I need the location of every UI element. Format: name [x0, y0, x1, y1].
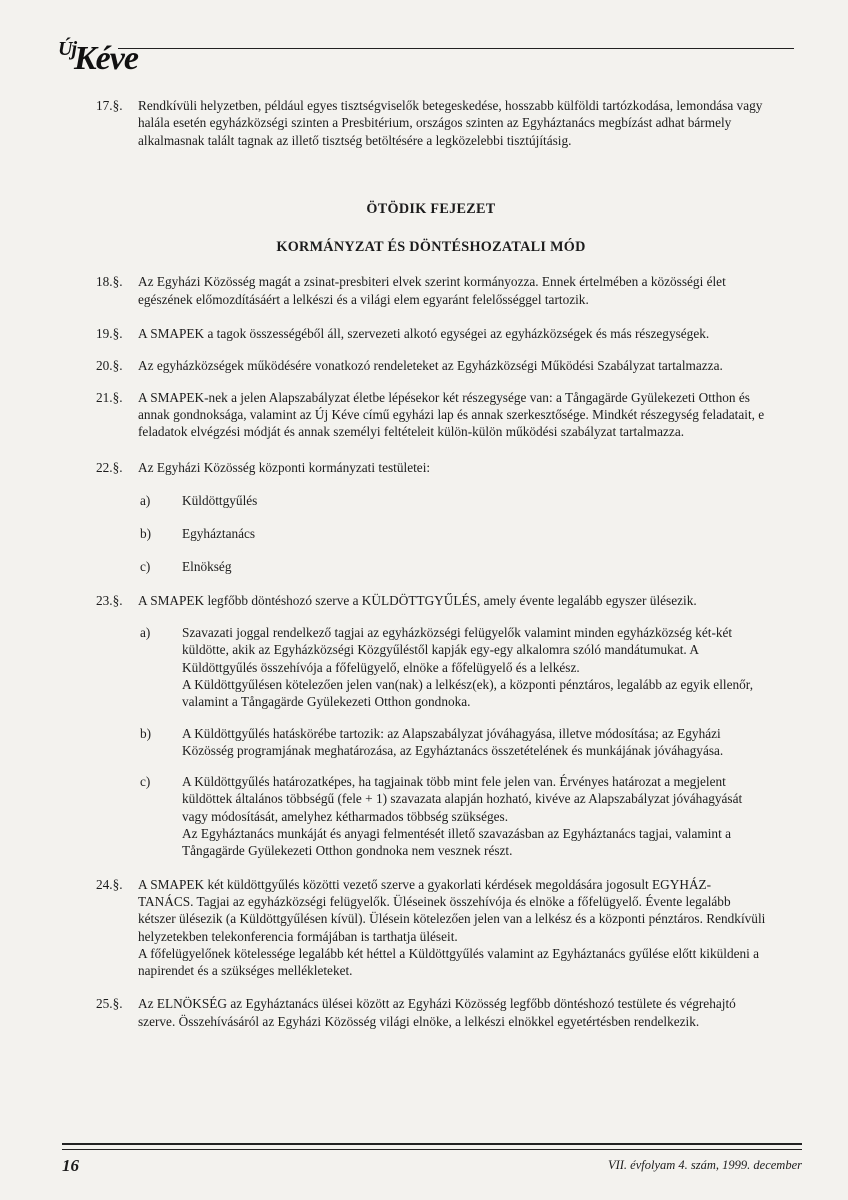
section-number: 24.§. [96, 876, 123, 892]
section-number: 20.§. [96, 358, 123, 374]
section-text: Az egyházközségek működésére vonatkozó rendeleteket az Egyházközségi Működési Szabályzat tartalmazza. [138, 358, 723, 374]
list-item-text: Szavazati joggal rendelkező tagjai az egyházközségi felügyelők valamint minden egyházközség két-két küldötte, akik az Egyházközségi Közgyűléstől kapják egy-egy alkalomra szóló mandátumukat. A Küldöttgyűlés összehívója a főfelügyelő, elnöke a főfelügyelő és a lelkész. [182, 625, 733, 675]
section-text: A SMAPEK a tagok összességéből áll, szervezeti alkotó egységei az egyházközségek és más részegységek. [138, 326, 710, 342]
list-item [96, 773, 766, 859]
list-item-label: b) [140, 526, 152, 542]
section-17 [96, 97, 766, 149]
section-text: A SMAPEK-nek a jelen Alapszabályzat életbe lépésekor két részegysége van: a Tångagärde Gyülekezeti Otthon és annak gondnoksága, valamint az Új Kéve című egyházi lap és annak szerkesztősége. Mindkét részegység feladatait, e feladatok elvégzési módját és annak személyi feltételeit külön-külön működési szabályzat tartalmazza. [138, 389, 765, 440]
section-number: 19.§. [96, 326, 123, 342]
section-text: Rendkívüli helyzetben, például egyes tisztségviselők betegeskedése, hosszabb külföldi tartózkodása, lemondása vagy halála esetén egyházközségi szinten a Presbitérium, országos szinten az Egyháztanács megbízást adhat bármely alkalmasnak talált tagnak az illető tisztség betöltésére a legközelebbi tisztújításig. [138, 98, 763, 148]
list-item [96, 525, 766, 542]
section-20 [96, 357, 766, 374]
list-item-text: Elnökség [182, 559, 232, 575]
section-text: A SMAPEK legfőbb döntéshozó szerve a KÜLDÖTTGYŰLÉS, amely évente legalább egyszer ülésezik. [138, 592, 697, 608]
logo-small-text: Új [58, 38, 76, 60]
list-item-label: c) [140, 559, 151, 575]
list-item [96, 624, 766, 710]
footer-rule-thin [62, 1149, 802, 1150]
section-25 [96, 995, 766, 1030]
list-item-text: Küldöttgyűlés [182, 492, 258, 508]
section-19 [96, 325, 766, 342]
list-item-label: a) [140, 625, 151, 641]
section-number: 23.§. [96, 592, 123, 608]
header-rule [118, 48, 794, 49]
list-item [96, 492, 766, 509]
section-number: 25.§. [96, 996, 123, 1012]
section-text: Az Egyházi Közösség központi kormányzati testületei: [138, 459, 431, 475]
list-item-text: A Küldöttgyűlés hatáskörébe tartozik: az Alapszabályzat jóváhagyása, illetve módosítása; az Egyházi Közösség programjának meghatározása, az Egyháztanács összetételének és munkájának jóváhagyása. [182, 725, 724, 758]
logo-main-text: Kéve [74, 40, 138, 77]
list-item [96, 725, 766, 760]
list-item [96, 558, 766, 575]
page-number: 16 [62, 1156, 79, 1175]
document-body [96, 97, 766, 1030]
list-item-text: Egyháztanács [182, 526, 256, 542]
section-text: Az Egyházi Közösség magát a zsinat-presbiteri elvek szerint kormányozza. Ennek értelmében a közösségi élet egészének előmozdításáért a lelkészi és a világi elem egyaránt felelősséggel tartozik. [138, 274, 726, 307]
section-18 [96, 273, 766, 308]
list-item-text: Az Egyháztanács munkáját és anyagi felmentését illető szavazásban az Egyháztanács tagjai, valamint a Tångagärde Gyülekezeti Otthon gondnoka nem vesznek részt. [182, 826, 731, 859]
list-item-text: A Küldöttgyűlés határozatképes, ha tagjainak több mint fele jelen van. Érvényes határozat a megjelent küldöttek általános többségű (fele + 1) szavazata alapján hozható, kivéve az Alapszabályzat jóváhagyását vagy módosítását, amelyhez kétharmados többség szükséges. [182, 774, 743, 824]
list-item-label: a) [140, 492, 151, 508]
section-21 [96, 389, 766, 441]
section-text: A főfelügyelőnek kötelessége legalább két héttel a Küldöttgyűlés valamint az Egyháztanács gyűlése előtt kiküldeni a napirendet és a szükséges mellékleteket. [138, 945, 760, 979]
list-item-label: c) [140, 774, 151, 790]
section-number: 17.§. [96, 98, 123, 113]
section-text: Az ELNÖKSÉG az Egyháztanács ülései között az Egyházi Közösség legfőbb döntéshozó testülete és végrehajtó szerve. Összehívásáról az Egyházi Közösség világi elnöke, a lelkészi elnökkel egyetértésben rendelkezik. [138, 996, 736, 1029]
chapter-title: KORMÁNYZAT ÉS DÖNTÉSHOZATALI MÓD [276, 239, 586, 256]
section-24 [96, 876, 766, 980]
journal-logo [58, 38, 138, 78]
section-23 [96, 592, 766, 609]
section-number: 18.§. [96, 274, 123, 290]
section-22 [96, 459, 766, 476]
list-item-text: A Küldöttgyűlésen kötelezően jelen van(nak) a lelkész(ek), a központi pénztáros, legalább az egyik ellenőr, valamint a Tångagärde Gyülekezeti Otthon gondnoka. [182, 676, 754, 710]
section-text: A SMAPEK két küldöttgyűlés közötti vezető szerve a gyakorlati kérdések megoldására jogosult EGYHÁZ-TANÁCS. Tagjai az egyházközségi felügyelők. Üléseinek összehívója és elnöke a főfelügyelő. Évente legalább kétszer ülésezik (a Küldöttgyűlésen kívül). Ülésein kötelezően jelen van a lelkész és a központi pénztáros. Rendkívüli helyzetekben telekonferencia formájában is tarthatja üléseit. [138, 876, 766, 944]
section-number: 22.§. [96, 459, 123, 475]
section-number: 21.§. [96, 389, 123, 405]
footer-rule-thick [62, 1143, 802, 1145]
chapter-number: ÖTÖDIK FEJEZET [366, 200, 496, 217]
issue-info: VII. évfolyam 4. szám, 1999. december [607, 1158, 802, 1172]
list-item-label: b) [140, 725, 152, 741]
